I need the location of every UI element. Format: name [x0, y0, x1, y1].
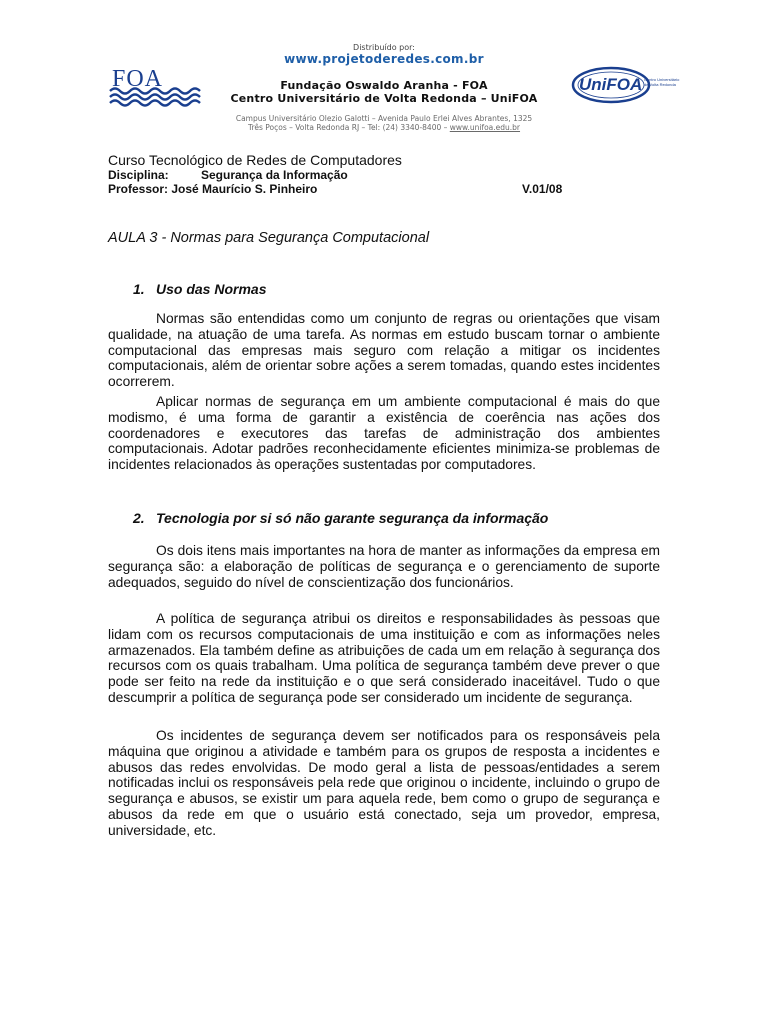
section-1-heading — [133, 281, 433, 299]
unifoa-logo — [571, 65, 680, 105]
section-2-heading — [133, 510, 633, 528]
address-line-2 — [0, 123, 768, 132]
unifoa-logo-text: UniFOA — [579, 75, 643, 94]
course-title: Curso Tecnológico de Redes de Computadores — [108, 152, 402, 168]
unifoa-logo-subtitle-2: de Volta Redonda — [644, 82, 676, 87]
section-2-title: Tecnologia por si só não garante segurança da informação — [156, 510, 549, 526]
unifoa-website-link[interactable]: www.unifoa.edu.br — [449, 123, 521, 132]
lesson-title: AULA 3 - Normas para Segurança Computacional — [108, 230, 430, 246]
section-2-paragraph-3: Os incidentes de segurança devem ser notificados para os responsáveis pela máquina que originou a atividade e também para os grupos de resposta a incidentes e abusos das redes envolvidas. De modo geral a lista de pessoas/entidades a serem notificadas inclui os responsáveis pela rede que originou o incidente, incluindo o grupo de segurança e abusos, se existir um para aquela rede, bem como o grupo de segurança e abusos da rede em que o usuário está conectado, seja um provedor, empresa, universidade, etc. — [108, 728, 660, 838]
address-line-1: Campus Universitário Olezio Galotti – Avenida Paulo Erlei Alves Abrantes, 1325 — [235, 114, 533, 123]
university-center-name: Centro Universitário de Volta Redonda – UniFOA — [230, 92, 538, 105]
foa-logo-text: FOA — [112, 66, 164, 92]
unifoa-logo-subtitle-1: Centro Universitário — [644, 77, 680, 82]
section-1-number: 1. — [133, 281, 145, 297]
section-2-paragraph-2: A política de segurança atribui os direitos e responsabilidades às pessoas que lidam com os recursos computacionais de uma instituição e com as informações neles armazenados. Ela também define as atribuições de cada um em relação à segurança dos recursos com os quais trabalham. Uma política de segurança também deve prever o que pode ser feito na rede da instituição e o que será considerado inaceitável. Tudo o que descumprir a política de segurança pode ser considerado um incidente de segurança. — [108, 611, 660, 705]
foundation-name: Fundação Oswaldo Aranha - FOA — [280, 79, 488, 92]
section-1-paragraph-1: Normas são entendidas como um conjunto de regras ou orientações que visam qualidade, na atuação de uma tarefa. As normas em estudo buscam tornar o ambiente computacional das empresas mais seguro com relação a mitigar os incidentes computacionais, além de orientar sobre ações a serem tomadas, quando estes incidentes ocorrerem. — [108, 311, 660, 390]
site-link[interactable]: www.projetoderedes.com.br — [284, 52, 484, 66]
section-2-number: 2. — [133, 510, 145, 526]
section-2-paragraph-1: Os dois itens mais importantes na hora de manter as informações da empresa em segurança são: a elaboração de políticas de segurança e o gerenciamento de suporte adequados, seguido do nível de conscientização dos funcionários. — [108, 543, 660, 590]
distributed-by-label: Distribuído por: — [353, 43, 415, 52]
professor-line: Professor: José Maurício S. Pinheiro — [108, 182, 318, 196]
section-1-paragraph-2: Aplicar normas de segurança em um ambiente computacional é mais do que modismo, é uma forma de garantir a existência de coerência nas ações dos coordenadores e executores das tarefas de administração dos ambientes computacionais. Adotar padrões reconhecidamente eficientes minimiza-se problemas de incidentes relacionados às operações sustentadas por computadores. — [108, 394, 660, 473]
discipline-value: Segurança da Informação — [201, 168, 348, 182]
discipline-label: Disciplina: — [108, 168, 169, 182]
address-line-2-text: Três Poços – Volta Redonda RJ – Tel: (24) 3340-8400 – — [247, 123, 450, 132]
section-1-title: Uso das Normas — [156, 281, 267, 297]
discipline-line — [108, 168, 348, 182]
version-label: V.01/08 — [522, 182, 563, 196]
